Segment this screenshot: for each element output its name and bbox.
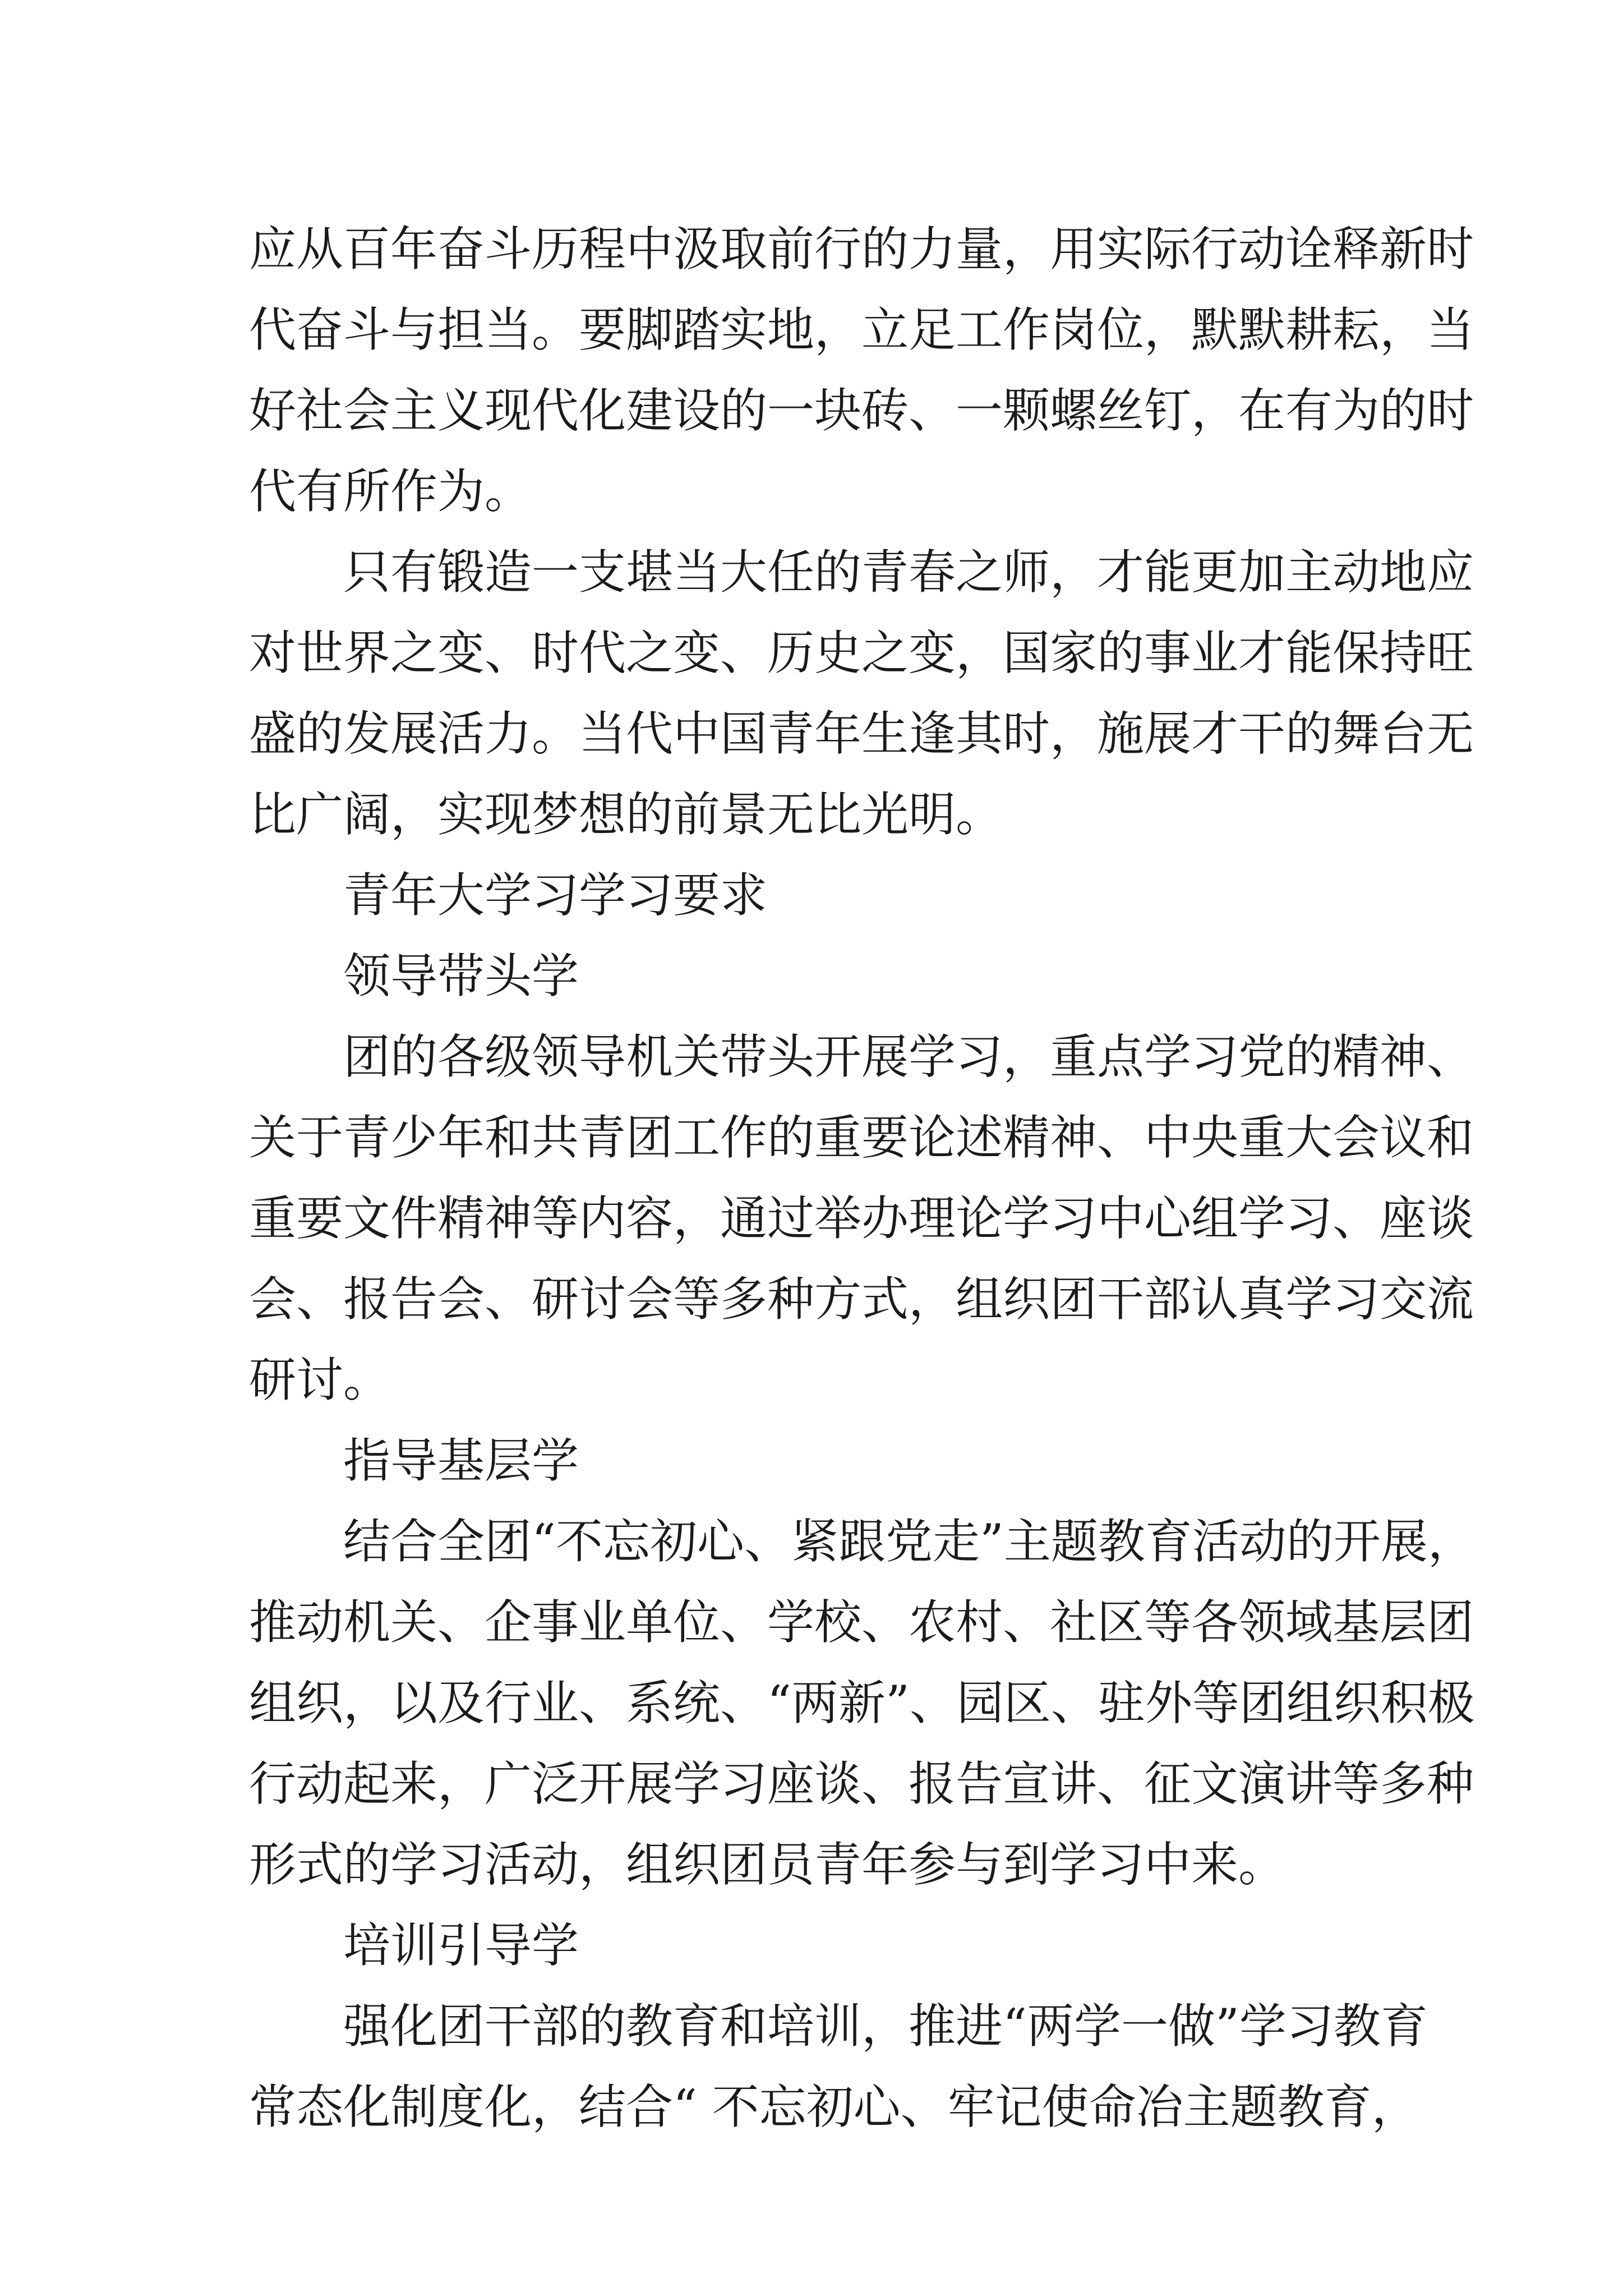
paragraph <box>249 532 1474 855</box>
text-line: 代有所作为。 <box>249 464 532 519</box>
subsection-heading: 培训引导学 <box>343 1918 579 1973</box>
section-heading: 青年大学习学习要求 <box>343 868 768 923</box>
text-line: 组织，以及行业、系统、“两新”、园区、驻外等团组织积极 <box>249 1676 1475 1731</box>
paragraph <box>249 209 1474 532</box>
text-line: 好社会主义现代化建设的一块砖、一颗螺丝钉，在有为的时 <box>249 383 1474 438</box>
subsection-heading: 指导基层学 <box>343 1433 579 1488</box>
text-line: 行动起来，广泛开展学习座谈、报告宣讲、征文演讲等多种 <box>249 1756 1474 1811</box>
text-line: 关于青少年和共青团工作的重要论述精神、中央重大会议和 <box>249 1110 1474 1165</box>
subsection-heading: 领导带头学 <box>343 949 579 1004</box>
text-line: 推动机关、企事业单位、学校、农村、社区等各领域基层团 <box>249 1595 1474 1650</box>
text-line: 盛的发展活力。当代中国青年生逢其时，施展才干的舞台无 <box>249 706 1474 761</box>
text-line: 常态化制度化，结合“ 不忘初心、牢记使命冶主题教育， <box>249 2079 1419 2134</box>
text-line: 研讨。 <box>249 1352 391 1407</box>
text-line: 会、报告会、研讨会等多种方式，组织团干部认真学习交流 <box>249 1272 1474 1327</box>
paragraph <box>249 1016 1474 1420</box>
text-line: 对世界之变、时代之变、历史之变，国家的事业才能保持旺 <box>249 625 1474 680</box>
text-line: 形式的学习活动，组织团员青年参与到学习中来。 <box>249 1837 1286 1892</box>
document-body <box>249 209 1475 2147</box>
text-line: 比广阔，实现梦想的前景无比光明。 <box>249 787 1003 842</box>
text-line: 强化团干部的教育和培训，推进“两学一做”学习教育 <box>343 1999 1428 2054</box>
text-line: 团的各级领导机关带头开展学习，重点学习党的精神、 <box>343 1029 1474 1084</box>
paragraph <box>249 1501 1475 1905</box>
paragraph <box>249 1986 1428 2147</box>
text-line: 结合全团“不忘初心、紧跟党走”主题教育活动的开展， <box>343 1514 1475 1569</box>
text-line: 重要文件精神等内容，通过举办理论学习中心组学习、座谈 <box>249 1191 1474 1246</box>
text-line: 应从百年奋斗历程中汲取前行的力量，用实际行动诠释新时 <box>249 222 1474 277</box>
text-line: 只有锻造一支堪当大任的青春之师，才能更加主动地应 <box>343 545 1474 600</box>
text-line: 代奋斗与担当。要脚踏实地，立足工作岗位，默默耕耘，当 <box>249 302 1474 357</box>
